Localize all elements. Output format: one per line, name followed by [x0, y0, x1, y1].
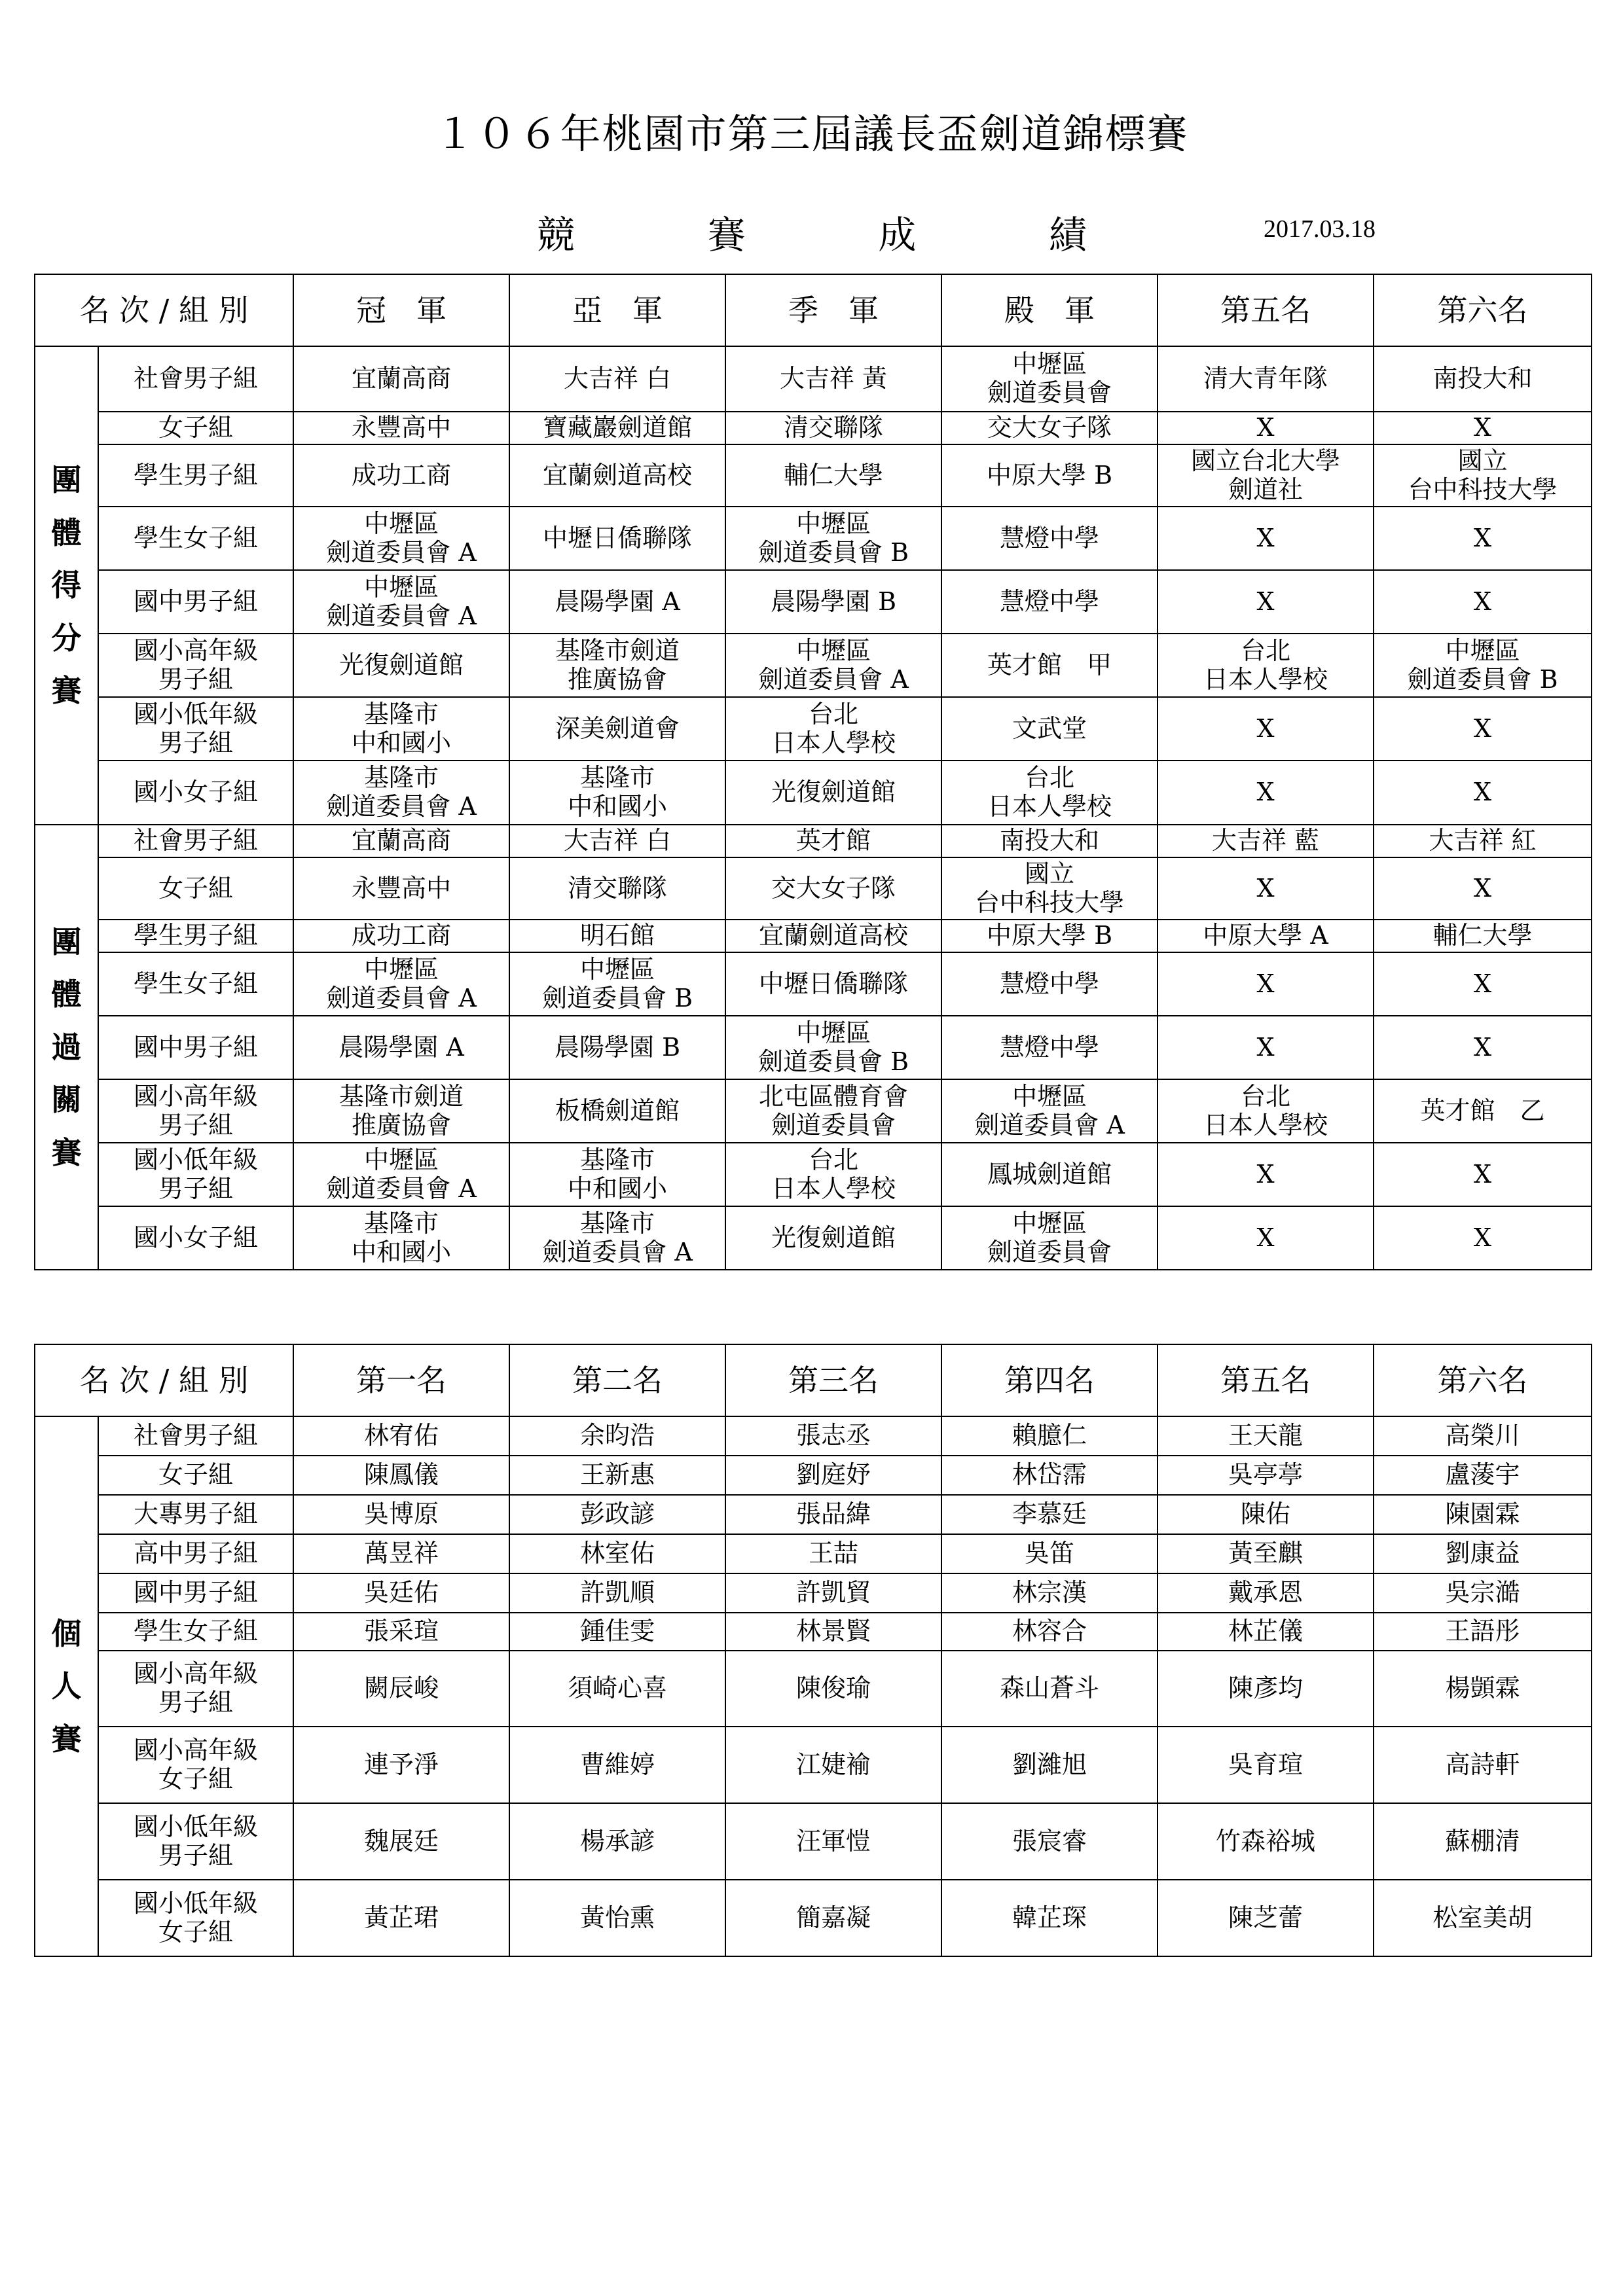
result-cell: X	[1158, 697, 1374, 761]
group-name-cell: 社會男子組	[98, 825, 293, 857]
table-row	[35, 1727, 1592, 1803]
table-row	[35, 857, 1592, 920]
header-place: 殿 軍	[941, 274, 1158, 346]
table-row	[35, 697, 1592, 761]
table-row	[35, 1456, 1592, 1495]
team-results-table	[34, 274, 1592, 1270]
result-cell: 王喆	[725, 1534, 941, 1573]
result-cell: 中壢區 劍道委員會	[941, 346, 1158, 412]
table-row	[35, 1534, 1592, 1573]
table-row	[35, 412, 1592, 444]
header-place: 冠 軍	[293, 274, 509, 346]
result-cell: 晨陽學園 B	[509, 1016, 725, 1079]
result-cell: 基隆市 中和國小	[509, 1143, 725, 1206]
individual-header-row	[35, 1344, 1592, 1416]
result-cell: 林芷儀	[1158, 1613, 1374, 1651]
result-cell: 劉康益	[1374, 1534, 1592, 1573]
result-cell: 陳俊瑜	[725, 1651, 941, 1727]
result-cell: 基隆市 劍道委員會 A	[293, 761, 509, 825]
result-cell: 慧燈中學	[941, 507, 1158, 570]
result-cell: 台北 日本人學校	[1158, 634, 1374, 697]
table-row	[35, 1803, 1592, 1880]
result-cell: 彭政諺	[509, 1495, 725, 1534]
result-cell: 陳園霖	[1374, 1495, 1592, 1534]
result-cell: 英才館 乙	[1374, 1079, 1592, 1143]
result-cell: 林容合	[941, 1613, 1158, 1651]
header-place: 第五名	[1158, 274, 1374, 346]
table-row	[35, 761, 1592, 825]
group-name-cell: 社會男子組	[98, 1416, 293, 1456]
result-cell: 黃芷珺	[293, 1880, 509, 1956]
result-cell: 連予淨	[293, 1727, 509, 1803]
header-rank-group: 名 次 / 組 別	[35, 1344, 293, 1416]
table-row	[35, 920, 1592, 952]
result-cell: 森山蒼斗	[941, 1651, 1158, 1727]
date: 2017.03.18	[1264, 215, 1376, 243]
result-cell: 輔仁大學	[725, 444, 941, 507]
result-cell: 晨陽學園 A	[293, 1016, 509, 1079]
section-label-char: 團	[51, 462, 82, 498]
result-cell: 劉庭妤	[725, 1456, 941, 1495]
result-cell: 交大女子隊	[941, 412, 1158, 444]
table-row	[35, 1016, 1592, 1079]
result-cell: X	[1158, 507, 1374, 570]
result-cell: X	[1158, 857, 1374, 920]
result-cell: 慧燈中學	[941, 570, 1158, 634]
result-cell: 台北 日本人學校	[725, 697, 941, 761]
subtitle	[537, 204, 1087, 259]
result-cell: 林宥佑	[293, 1416, 509, 1456]
result-cell: 曹維婷	[509, 1727, 725, 1803]
result-cell: 國立 台中科技大學	[941, 857, 1158, 920]
result-cell: 光復劍道館	[293, 634, 509, 697]
result-cell: 國立 台中科技大學	[1374, 444, 1592, 507]
subtitle-char: 成	[878, 213, 917, 257]
result-cell: 中壢區 劍道委員會	[941, 1206, 1158, 1270]
result-cell: 中壢區 劍道委員會 A	[293, 952, 509, 1016]
result-cell: 永豐高中	[293, 857, 509, 920]
section-label-char: 個	[51, 1615, 82, 1651]
result-cell: X	[1374, 697, 1592, 761]
result-cell: 王語彤	[1374, 1613, 1592, 1651]
result-cell: 英才館 甲	[941, 634, 1158, 697]
group-name-cell: 學生男子組	[98, 920, 293, 952]
section-label	[35, 346, 98, 825]
result-cell: 文武堂	[941, 697, 1158, 761]
result-cell: X	[1374, 857, 1592, 920]
result-cell: 楊承諺	[509, 1803, 725, 1880]
result-cell: 吳宗澔	[1374, 1573, 1592, 1613]
group-name-cell: 國小低年級 女子組	[98, 1880, 293, 1956]
group-name-cell: 女子組	[98, 857, 293, 920]
result-cell: 中壢日僑聯隊	[725, 952, 941, 1016]
group-name-cell: 國中男子組	[98, 1573, 293, 1613]
result-cell: 闕辰峻	[293, 1651, 509, 1727]
result-cell: 中壢區 劍道委員會 A	[941, 1079, 1158, 1143]
result-cell: 中壢區 劍道委員會 B	[509, 952, 725, 1016]
result-cell: 王新惠	[509, 1456, 725, 1495]
result-cell: 簡嘉凝	[725, 1880, 941, 1956]
result-cell: 江婕褕	[725, 1727, 941, 1803]
group-name-cell: 高中男子組	[98, 1534, 293, 1573]
result-cell: 台北 日本人學校	[941, 761, 1158, 825]
result-cell: 張采瑄	[293, 1613, 509, 1651]
header-rank-group: 名 次 / 組 別	[35, 274, 293, 346]
result-cell: X	[1374, 412, 1592, 444]
result-cell: 中原大學 A	[1158, 920, 1374, 952]
result-cell: 楊顗霖	[1374, 1651, 1592, 1727]
table-row	[35, 1143, 1592, 1206]
result-cell: X	[1374, 1016, 1592, 1079]
section-label-char: 過	[51, 1029, 82, 1065]
section-label-char: 人	[51, 1668, 82, 1704]
result-cell: 清大青年隊	[1158, 346, 1374, 412]
result-cell: 吳博原	[293, 1495, 509, 1534]
result-cell: 鳳城劍道館	[941, 1143, 1158, 1206]
result-cell: 宜蘭高商	[293, 346, 509, 412]
result-cell: X	[1158, 1143, 1374, 1206]
group-name-cell: 學生男子組	[98, 444, 293, 507]
result-cell: X	[1158, 570, 1374, 634]
header-place: 第三名	[725, 1344, 941, 1416]
table-row	[35, 1416, 1592, 1456]
table-row	[35, 1573, 1592, 1613]
result-cell: 交大女子隊	[725, 857, 941, 920]
result-cell: X	[1158, 952, 1374, 1016]
header-place: 季 軍	[725, 274, 941, 346]
section-label	[35, 1416, 98, 1956]
result-cell: 余昀浩	[509, 1416, 725, 1456]
result-cell: 晨陽學園 B	[725, 570, 941, 634]
result-cell: 南投大和	[1374, 346, 1592, 412]
table-row	[35, 1613, 1592, 1651]
result-cell: 吳亭葶	[1158, 1456, 1374, 1495]
result-cell: 中壢區 劍道委員會 B	[725, 1016, 941, 1079]
group-name-cell: 國小低年級 男子組	[98, 1803, 293, 1880]
result-cell: 戴承恩	[1158, 1573, 1374, 1613]
group-name-cell: 社會男子組	[98, 346, 293, 412]
result-cell: X	[1158, 1206, 1374, 1270]
result-cell: 中壢日僑聯隊	[509, 507, 725, 570]
group-name-cell: 學生女子組	[98, 507, 293, 570]
group-name-cell: 國小女子組	[98, 1206, 293, 1270]
individual-results-table	[34, 1344, 1592, 1957]
result-cell: 清交聯隊	[509, 857, 725, 920]
result-cell: 王天龍	[1158, 1416, 1374, 1456]
result-cell: 中壢區 劍道委員會 A	[293, 570, 509, 634]
result-cell: 陳彥均	[1158, 1651, 1374, 1727]
table-row	[35, 952, 1592, 1016]
result-cell: 許凱貿	[725, 1573, 941, 1613]
section-label-char: 得	[51, 567, 82, 603]
result-cell: 大吉祥 黃	[725, 346, 941, 412]
result-cell: 吳笛	[941, 1534, 1158, 1573]
section-label-char: 分	[51, 620, 82, 656]
result-cell: 大吉祥 白	[509, 346, 725, 412]
table-row	[35, 1880, 1592, 1956]
result-cell: 光復劍道館	[725, 761, 941, 825]
section-label-char: 賽	[51, 673, 82, 709]
header-place: 第六名	[1374, 274, 1592, 346]
result-cell: 寶藏巖劍道館	[509, 412, 725, 444]
result-cell: 輔仁大學	[1374, 920, 1592, 952]
group-name-cell: 國小高年級 男子組	[98, 634, 293, 697]
group-name-cell: 學生女子組	[98, 952, 293, 1016]
result-cell: 吳廷佑	[293, 1573, 509, 1613]
result-cell: X	[1374, 1143, 1592, 1206]
result-cell: X	[1158, 761, 1374, 825]
result-cell: 慧燈中學	[941, 1016, 1158, 1079]
subtitle-char: 賽	[707, 213, 746, 257]
result-cell: 韓芷琛	[941, 1880, 1158, 1956]
section-label	[35, 825, 98, 1270]
result-cell: 北屯區體育會 劍道委員會	[725, 1079, 941, 1143]
result-cell: X	[1374, 761, 1592, 825]
result-cell: 盧蔆宇	[1374, 1456, 1592, 1495]
result-cell: 中原大學 B	[941, 920, 1158, 952]
result-cell: 中壢區 劍道委員會 A	[725, 634, 941, 697]
result-cell: 黃怡熏	[509, 1880, 725, 1956]
result-cell: 中壢區 劍道委員會 A	[293, 1143, 509, 1206]
result-cell: 林景賢	[725, 1613, 941, 1651]
result-cell: 慧燈中學	[941, 952, 1158, 1016]
result-cell: X	[1374, 1206, 1592, 1270]
result-cell: 蘇棚清	[1374, 1803, 1592, 1880]
table-row	[35, 1206, 1592, 1270]
table-row	[35, 634, 1592, 697]
subtitle-char: 績	[1048, 213, 1087, 257]
result-cell: 基隆市 劍道委員會 A	[509, 1206, 725, 1270]
result-cell: 李慕廷	[941, 1495, 1158, 1534]
group-name-cell: 女子組	[98, 412, 293, 444]
result-cell: 松室美胡	[1374, 1880, 1592, 1956]
result-cell: 晨陽學園 A	[509, 570, 725, 634]
result-cell: 基隆市 中和國小	[509, 761, 725, 825]
result-cell: 魏展廷	[293, 1803, 509, 1880]
result-cell: 鍾佳雯	[509, 1613, 725, 1651]
result-cell: 宜蘭高商	[293, 825, 509, 857]
result-cell: 許凱順	[509, 1573, 725, 1613]
result-cell: 林宗漢	[941, 1573, 1158, 1613]
result-cell: 國立台北大學 劍道社	[1158, 444, 1374, 507]
group-name-cell: 國中男子組	[98, 570, 293, 634]
result-cell: 台北 日本人學校	[1158, 1079, 1374, 1143]
table-row	[35, 570, 1592, 634]
result-cell: X	[1158, 412, 1374, 444]
result-cell: 萬昱祥	[293, 1534, 509, 1573]
result-cell: 明石館	[509, 920, 725, 952]
table-row	[35, 825, 1592, 857]
result-cell: 中壢區 劍道委員會 A	[293, 507, 509, 570]
table-row	[35, 1651, 1592, 1727]
result-cell: 吳育瑄	[1158, 1727, 1374, 1803]
result-cell: 陳佑	[1158, 1495, 1374, 1534]
result-cell: X	[1374, 507, 1592, 570]
result-cell: 賴臆仁	[941, 1416, 1158, 1456]
section-label-char: 關	[51, 1082, 82, 1118]
result-cell: 深美劍道會	[509, 697, 725, 761]
result-cell: 汪軍愷	[725, 1803, 941, 1880]
result-cell: 台北 日本人學校	[725, 1143, 941, 1206]
group-name-cell: 學生女子組	[98, 1613, 293, 1651]
result-cell: 張志丞	[725, 1416, 941, 1456]
result-cell: 中壢區 劍道委員會 B	[725, 507, 941, 570]
table-row	[35, 444, 1592, 507]
group-name-cell: 國小女子組	[98, 761, 293, 825]
header-place: 第四名	[941, 1344, 1158, 1416]
result-cell: 竹森裕城	[1158, 1803, 1374, 1880]
table-row	[35, 346, 1592, 412]
team-header-row	[35, 274, 1592, 346]
result-cell: 林岱霈	[941, 1456, 1158, 1495]
result-cell: 板橋劍道館	[509, 1079, 725, 1143]
result-cell: X	[1374, 952, 1592, 1016]
result-cell: 基隆市劍道 推廣協會	[293, 1079, 509, 1143]
result-cell: 黃至麒	[1158, 1534, 1374, 1573]
group-name-cell: 國中男子組	[98, 1016, 293, 1079]
result-cell: 南投大和	[941, 825, 1158, 857]
result-cell: 永豐高中	[293, 412, 509, 444]
group-name-cell: 國小低年級 男子組	[98, 697, 293, 761]
result-cell: X	[1374, 570, 1592, 634]
header-place: 第二名	[509, 1344, 725, 1416]
result-cell: 清交聯隊	[725, 412, 941, 444]
header-place: 第五名	[1158, 1344, 1374, 1416]
result-cell: 張品緯	[725, 1495, 941, 1534]
group-name-cell: 國小低年級 男子組	[98, 1143, 293, 1206]
header-place: 第六名	[1374, 1344, 1592, 1416]
section-label-char: 賽	[51, 1721, 82, 1757]
group-name-cell: 大專男子組	[98, 1495, 293, 1534]
result-cell: 林室佑	[509, 1534, 725, 1573]
result-cell: 基隆市 中和國小	[293, 1206, 509, 1270]
subtitle-char: 競	[537, 213, 575, 257]
table-row	[35, 1495, 1592, 1534]
group-name-cell: 國小高年級 男子組	[98, 1079, 293, 1143]
result-cell: 陳芝蕾	[1158, 1880, 1374, 1956]
page-title: １０６年桃園市第三屆議長盃劍道錦標賽	[434, 110, 1189, 158]
group-name-cell: 女子組	[98, 1456, 293, 1495]
table-row	[35, 507, 1592, 570]
section-label-char: 體	[51, 514, 82, 550]
group-name-cell: 國小高年級 男子組	[98, 1651, 293, 1727]
result-cell: X	[1158, 1016, 1374, 1079]
table-row	[35, 1079, 1592, 1143]
section-label-char: 團	[51, 924, 82, 960]
result-cell: 高榮川	[1374, 1416, 1592, 1456]
result-cell: 基隆市劍道 推廣協會	[509, 634, 725, 697]
result-cell: 劉濰旭	[941, 1727, 1158, 1803]
result-cell: 英才館	[725, 825, 941, 857]
result-cell: 大吉祥 白	[509, 825, 725, 857]
section-label-char: 體	[51, 977, 82, 1013]
result-cell: 陳鳳儀	[293, 1456, 509, 1495]
result-cell: 大吉祥 紅	[1374, 825, 1592, 857]
result-cell: 成功工商	[293, 920, 509, 952]
result-cell: 大吉祥 藍	[1158, 825, 1374, 857]
result-cell: 宜蘭劍道高校	[509, 444, 725, 507]
result-cell: 張宸睿	[941, 1803, 1158, 1880]
result-cell: 須崎心喜	[509, 1651, 725, 1727]
result-cell: 光復劍道館	[725, 1206, 941, 1270]
result-cell: 成功工商	[293, 444, 509, 507]
result-cell: 中壢區 劍道委員會 B	[1374, 634, 1592, 697]
section-label-char: 賽	[51, 1134, 82, 1170]
group-name-cell: 國小高年級 女子組	[98, 1727, 293, 1803]
result-cell: 中原大學 B	[941, 444, 1158, 507]
result-cell: 高詩軒	[1374, 1727, 1592, 1803]
result-cell: 基隆市 中和國小	[293, 697, 509, 761]
result-cell: 宜蘭劍道高校	[725, 920, 941, 952]
header-place: 亞 軍	[509, 274, 725, 346]
header-place: 第一名	[293, 1344, 509, 1416]
